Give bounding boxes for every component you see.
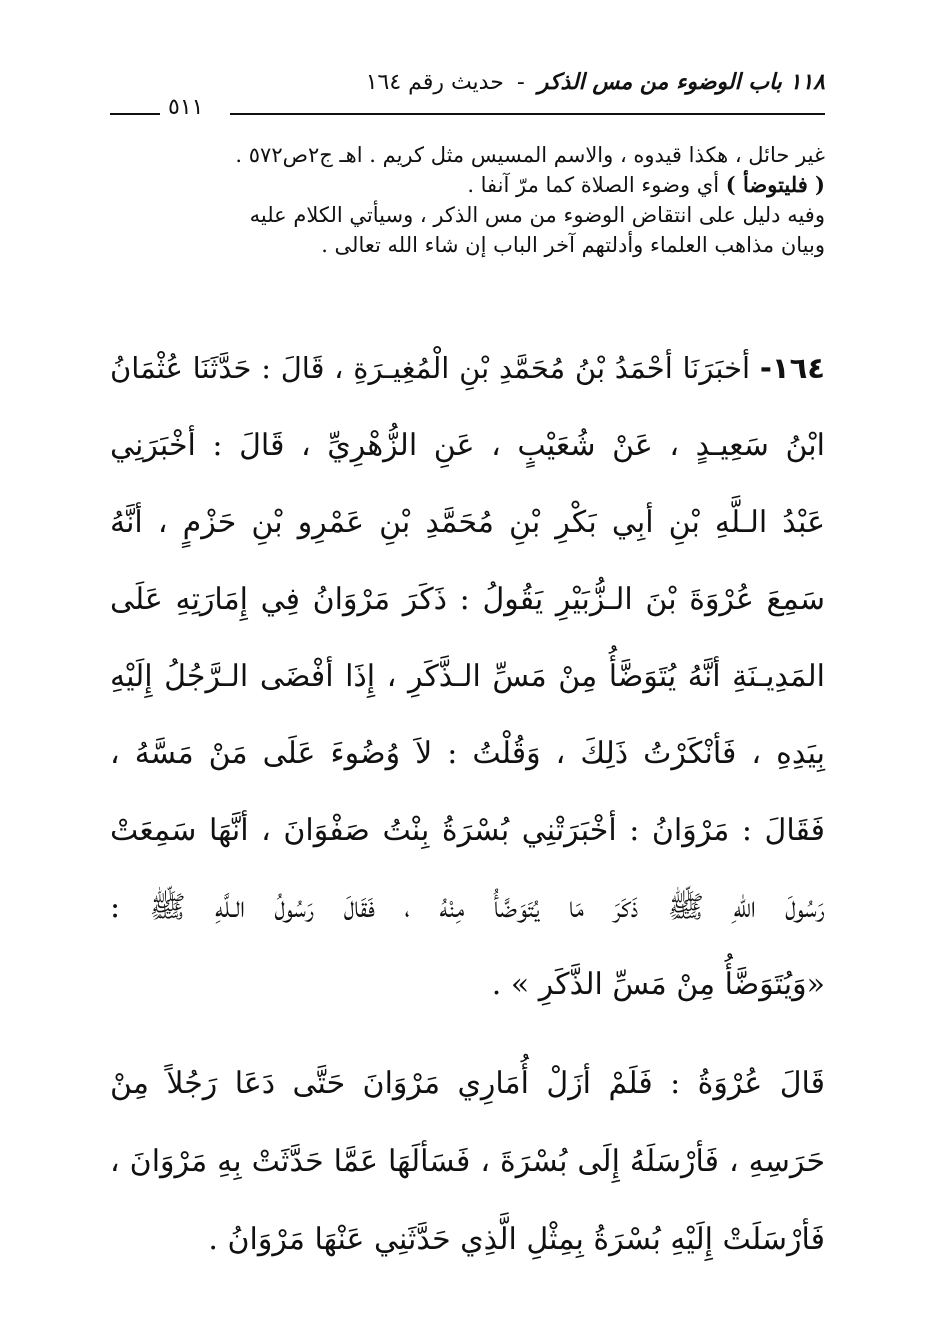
hadith-text xyxy=(110,330,825,1023)
hadith-number: ١٦٤- xyxy=(759,351,826,385)
hadith-line-7: فَقَالَ : مَرْوَانُ : أخْبَرَتْنِي بُسْرَةُ بِنْتُ صَفْوَانَ ، أنَّهَا سَمِعَتْ xyxy=(110,813,825,848)
commentary-line-1: غير حائل ، هكذا قيدوه ، والاسم المسيس مثل كريم . اهـ ج٢ص٥٧٢ . xyxy=(235,143,825,167)
hadith-reference: حديث رقم ١٦٤ xyxy=(365,70,504,95)
commentary-block xyxy=(110,140,825,260)
hadith-line-2: ابْنُ سَعِيـدٍ ، عَنْ شُعَيْبٍ ، عَنِ الزُّهْرِيِّ ، قَالَ : أخْبَرَنِي xyxy=(110,428,825,463)
hadith-line-8: رَسُولَ اللهِ ﷺ ذَكَرَ مَا يُتَوَضَّأُ مِنْهُ ، فَقَالَ رَسُولُ الـلَّهِ ﷺ : xyxy=(110,890,825,925)
hadith-line-4: سَمِعَ عُرْوَةَ بْنَ الـزُّبَيْرِ يَقُولُ : ذَكَرَ مَرْوَانُ فِي إِمَارَتِهِ عَلَى xyxy=(110,582,825,617)
hadith-line-6: بِيَدِهِ ، فَأنْكَرْتُ ذَلِكَ ، وَقُلْتُ : لاَ وُضُوءَ عَلَى مَنْ مَسَّهُ ، xyxy=(110,736,825,771)
commentary-line-4: وبيان مذاهب العلماء وأدلتهم آخر الباب إن شاء الله تعالى . xyxy=(321,233,825,257)
continuation-line-1: قَالَ عُرْوَةُ : فَلَمْ أزَلْ أُمَارِي مَرْوَانَ حَتَّى دَعَا رَجُلاً مِنْ xyxy=(110,1066,825,1101)
header-rule-left xyxy=(110,113,160,115)
hadith-line-5: المَدِيـنَةِ أنَّهُ يُتَوَضَّأُ مِنْ مَسِّ الـذَّكَرِ ، إِذَا أفْضَى الـرَّجُلُ إِلَيْهِ xyxy=(110,659,825,694)
hadith-continuation xyxy=(110,1045,825,1279)
header-rule-row xyxy=(110,95,825,125)
continuation-line-2: حَرَسِهِ ، فَأرْسَلَهُ إِلَى بُسْرَةَ ، فَسَألَهَا عَمَّا حَدَّثَتْ بِهِ مَرْوَانَ ، xyxy=(110,1144,825,1179)
hadith-line-1 xyxy=(110,330,825,407)
chapter-title: ١١٨ باب الوضوء من مس الذكر xyxy=(537,70,825,95)
header-rule xyxy=(230,113,825,115)
page-number: ٥١١ xyxy=(168,95,204,120)
hadith-line-3: عَبْدُ الـلَّهِ بْنِ أبِي بَكْرِ بْنِ مُحَمَّدِ بْنِ عَمْرِو بْنِ حَزْمٍ ، أنَّهُ xyxy=(110,505,825,540)
header-separator: - xyxy=(516,70,525,95)
commentary-line-3: وفيه دليل على انتقاض الوضوء من مس الذكر ، وسيأتي الكلام عليه xyxy=(249,203,825,227)
hadith-line-1-text: أخبَرَنَا أحْمَدُ بْنُ مُحَمَّدِ بْنِ الْمُغِيـرَةِ ، قَالَ : حَدَّثَنَا عُثْمَانُ xyxy=(110,351,751,385)
commentary-lemma: ( فليتوضأ ) xyxy=(725,172,825,197)
continuation-line-3: فَأرْسَلَتْ إِلَيْهِ بُسْرَةُ بِمِثْلِ الَّذِي حَدَّثَنِي عَنْهَا مَرْوَانُ . xyxy=(208,1222,825,1257)
commentary-line-2-text: أي وضوء الصلاة كما مرّ آنفا . xyxy=(467,173,720,197)
hadith-line-9: «وَيُتَوَضَّأُ مِنْ مَسِّ الذَّكَرِ » . xyxy=(491,967,825,1002)
commentary-line-2 xyxy=(110,170,825,200)
